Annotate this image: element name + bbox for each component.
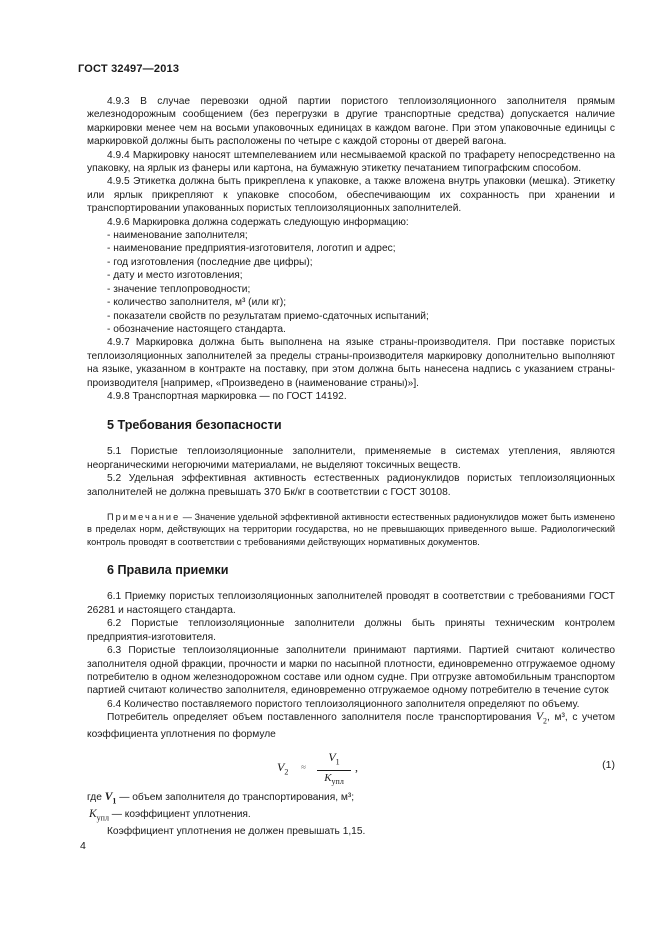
paragraph-6-1: 6.1 Приемку пористых теплоизоляционных заполнителей проводят в соответствии с требованиями ГОСТ 26281 и настоящего стандарта. [87,591,615,616]
where-v1: где $V_1$ — объем заполнителя до транспортирования, м³; [87,791,355,806]
paragraph-5-2: 5.2 Удельная эффективная активность естественных радионуклидов пористых теплоизоляционных заполнителей не должна превышать 370 Бк/кг в соответствии с ГОСТ 30108. [87,473,615,498]
list-item: - обозначение настоящего стандарта. [107,323,286,335]
formula-comma: , [355,760,358,775]
page-content [87,95,615,838]
note [87,511,615,549]
list-item: - наименование заполнителя; [107,230,248,242]
paragraph-4-9-7: 4.9.7 Маркировка должна быть выполнена на языке страны-производителя. При поставке пористых теплоизоляционных заполнителей за пределы страны-производителя маркировку дополнительно выполняют на языке, указанном в контракте на поставку, при этом должна быть нанесена надпись с указанием страны-производителя [например, «Произведено в (наименование страны)»]. [87,337,615,389]
list-item: - год изготовления (последние две цифры); [107,256,313,268]
paragraph-6-3: 6.3 Пористые теплоизоляционные заполнители принимают партиями. Партией считают количество заполнителя одной фракции, прочности и марки по насыпной плотности, единовременно отгружаемое одному потребителю в одном железнодорожном составе или одном судне. При отгрузке автомобильным транспортом партией считают количество заполнителя, единовременно отгружаемое одному потребителю в течение суток [87,645,615,697]
paragraph-4-9-4: 4.9.4 Маркировку наносят штемпелеванием или несмываемой краской по трафарету непосредственно на упаковку, на ярлык из фанеры или картона, на бумажную этикетку печатанием типографским способом. [87,149,615,175]
paragraph-4-9-6: 4.9.6 Маркировка должна содержать следующую информацию: [107,216,409,228]
note-text: — Значение удельной эффективной активности естественных радионуклидов может быть изменено в пределах норм, действующих на территории государства, но не превышающих приведенного выше. Радиологический контроль проводят в соответствии с требованиями действующих нормативных документов. [87,511,615,547]
symbol-k-upl: $K_{упл}$ [89,807,109,823]
paragraph-4-9-8: 4.9.8 Транспортная маркировка — по ГОСТ 14192. [107,390,347,402]
formula-1 [87,747,615,787]
document-header: ГОСТ 32497—2013 [78,63,180,75]
paragraph-6-4: 6.4 Количество поставляемого пористого теплоизоляционного заполнителя определяют по объему. [107,698,580,710]
paragraph-6-2: 6.2 Пористые теплоизоляционные заполнители должны быть приняты техническим контролем предприятия-изготовителя. [87,618,615,643]
list-item: - наименование предприятия-изготовителя, логотип и адрес; [107,243,396,255]
paragraph-4-9-5: 4.9.5 Этикетка должна быть прикреплена к упаковке, а также вложена внутрь упаковки (мешка). Этикетку или ярлык прикрепляют к упаковке способом, обеспечивающим их сохранность при хранении и транспортировании упакованных пористых теплоизоляционных заполнителей. [87,176,615,215]
formula-equals: ≈ [301,762,306,773]
formula-number: (1) [602,759,615,772]
note-label: Примечание [107,511,181,522]
where-k: $K_{упл}$ — коэффициент уплотнения. [89,807,251,823]
list-item: - показатели свойств по результатам приемо-сдаточных испытаний; [107,310,429,322]
list-item: - значение теплопроводности; [107,283,251,295]
formula-fraction [317,751,351,788]
section-heading-6: 6 Правила приемки [107,563,229,578]
paragraph-5-1: 5.1 Пористые теплоизоляционные заполнители, применяемые в системах утепления, являются неорганическими негорючими материалами, не выделяют токсичных веществ. [87,446,615,471]
fraction-numerator: $V_1$ [317,751,351,771]
section-heading-5: 5 Требования безопасности [107,418,282,433]
formula-lhs: $V_2$ [277,760,289,777]
paragraph-compaction-limit: Коэффициент уплотнения не должен превышать 1,15. [107,825,366,837]
page-number: 4 [80,840,86,852]
list-item: - количество заполнителя, м³ (или кг); [107,297,287,309]
paragraph-6-4-formula-intro: Потребитель определяет объем поставленного заполнителя после транспортирования $V_2$, м³, с учетом коэффициента уплотнения по формуле [87,711,615,740]
list-item: - дату и место изготовления; [107,270,243,282]
symbol-v1: $V_1$ [104,791,117,806]
symbol-v2: $V_2$ [535,711,547,726]
fraction-denominator: $K_{упл}$ [324,772,344,787]
paragraph-4-9-3: 4.9.3 В случае перевозки одной партии пористого теплоизоляционного заполнителя прямым железнодорожным сообщением (без перегрузки в другие транспортные средства) допускается наличие маркировки менее чем на восьми упаковочных единицах в каждом вагоне. При этом упаковочные единицы с маркировкой должны быть расположены по четыре с каждой стороны от дверей вагона. [87,96,615,148]
